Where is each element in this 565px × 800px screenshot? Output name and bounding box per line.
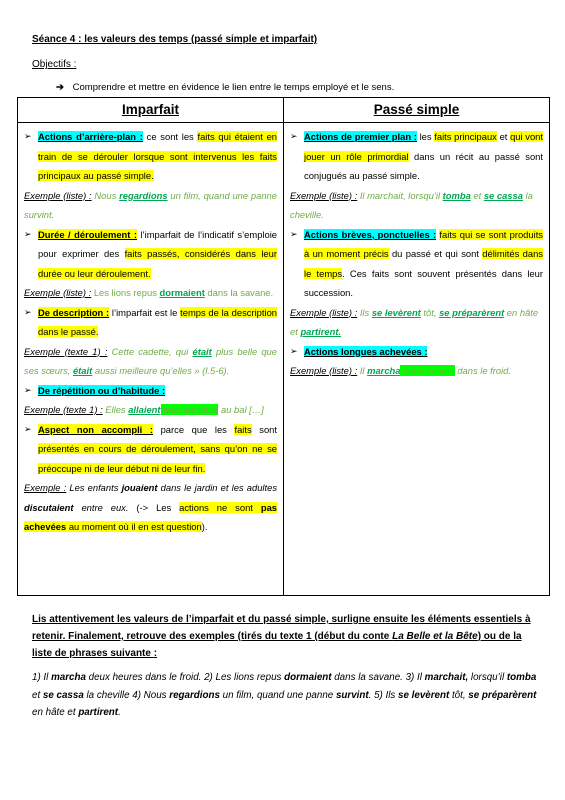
bullet-label: De répétition ou d’habitude : — [38, 384, 166, 396]
bullet-label: De description : — [38, 306, 110, 318]
imparfait-bullet-arriere-plan: ➢ Actions d’arrière-plan : ce sont les faits qui étaient en train de se dérouler lorsque sont intervenus les faits principaux au passé simple. — [24, 127, 277, 186]
bullet-label: Actions d’arrière-plan : — [38, 131, 143, 142]
example-line: Exemple (liste) : Les lions repus dormaient dans la savane. — [24, 287, 274, 298]
sentences-list: 1) Il marcha deux heures dans le froid. 2) Les lions repus dormaient dans la savane. 3) Il marchait, lorsqu’il tomba et se cassa la cheville 4) Nous regardions un film, quand une panne survint. 5) Ils se levèrent tôt, se préparèrent en hâte et partirent. — [32, 672, 537, 718]
header-passe-simple: Passé simple — [284, 98, 550, 123]
imparfait-bullet-duree: ➢ Durée / déroulement : l’imparfait de l’indicatif s’emploie pour exprimer des faits passés, considérés dans leur durée ou leur déroulement. — [24, 225, 277, 284]
page-title: Séance 4 : les valeurs des temps (passé simple et imparfait) — [32, 34, 318, 45]
bullet-arrow-icon: ➢ — [290, 345, 298, 356]
example-line: Exemple (liste) : Il marchait, lorsqu’il tomba et se cassa la cheville. — [290, 189, 533, 220]
objective-text: Comprendre et mettre en évidence le lien entre le temps employé et le sens. — [72, 82, 395, 93]
bullet-arrow-icon: ➢ — [24, 131, 32, 141]
bullet-arrow-icon: ➢ — [24, 306, 32, 317]
instructions-paragraph: Lis attentivement les valeurs de l’imparfait et du passé simple, surligne ensuite les éléments essentiels à retenir. Finalement, retrouve des exemples (tirés du texte 1 (début du conte La Belle et la Bête) ou de la liste de phrases suivante : — [32, 614, 531, 659]
bullet-arrow-icon: ➢ — [290, 131, 298, 141]
bullet-arrow-icon: ➢ — [24, 384, 32, 395]
book-title: La Belle et la Bête — [392, 631, 478, 642]
objectives-label: Objectifs : — [32, 59, 77, 70]
ps-bullet-premier-plan: ➢ Actions de premier plan : les faits principaux et qui vont jouer un rôle primordial dans un récit au passé sont conjugués au passé simple. — [290, 127, 543, 186]
example-line: Exemple (texte 1) : Elles allaient tous les jours au bal […] — [24, 404, 264, 415]
imparfait-cell — [18, 123, 284, 596]
example-line: Exemple (liste) : Ils se levèrent tôt, se préparèrent en hâte et partirent. — [290, 306, 539, 337]
bullet-label: Durée / déroulement : — [38, 228, 137, 240]
tenses-table — [17, 97, 550, 596]
example-line: Exemple (liste) : Nous regardions un film, quand une panne survint. — [24, 189, 277, 220]
header-imparfait: Imparfait — [18, 98, 284, 123]
objective-item — [56, 82, 394, 93]
ps-bullet-longues — [290, 342, 543, 362]
bullet-label: Actions brèves, ponctuelles : — [304, 228, 437, 240]
imparfait-bullet-repetition — [24, 381, 277, 401]
arrow-right-icon: ➔ — [56, 82, 64, 93]
bullet-arrow-icon: ➢ — [290, 228, 298, 239]
imparfait-bullet-description: ➢ De description : l’imparfait est le temps de la description dans le passé. — [24, 303, 277, 342]
passe-simple-cell — [284, 123, 550, 596]
example-line: Exemple : Les enfants jouaient dans le jardin et les adultes discutaient entre eux. (-> Les actions ne sont pas achevées au moment où il en est question). — [24, 482, 278, 532]
bullet-arrow-icon: ➢ — [24, 228, 32, 239]
imparfait-bullet-non-accompli: ➢ Aspect non accompli : parce que les faits sont présentés en cours de déroulement, sans qu’on ne se préoccupe ni de leur début ni de leur fin. — [24, 420, 277, 479]
example-line: Exemple (liste) : Il marcha deux heures dans le froid. — [290, 365, 511, 376]
ps-bullet-breves: ➢ Actions brèves, ponctuelles : faits qui se sont produits à un moment précis du passé et qui sont délimités dans le temps. Ces faits sont souvent présentés dans leur succession. — [290, 225, 543, 303]
example-line: Exemple (texte 1) : Cette cadette, qui était plus belle que ses sœurs, était aussi meilleure qu’elles » (l.5-6). — [24, 345, 277, 376]
bullet-label: Aspect non accompli : — [38, 423, 153, 435]
bullet-label: Actions longues achevées : — [304, 345, 428, 357]
bullet-label: Actions de premier plan : — [304, 131, 417, 142]
bullet-arrow-icon: ➢ — [24, 423, 32, 434]
